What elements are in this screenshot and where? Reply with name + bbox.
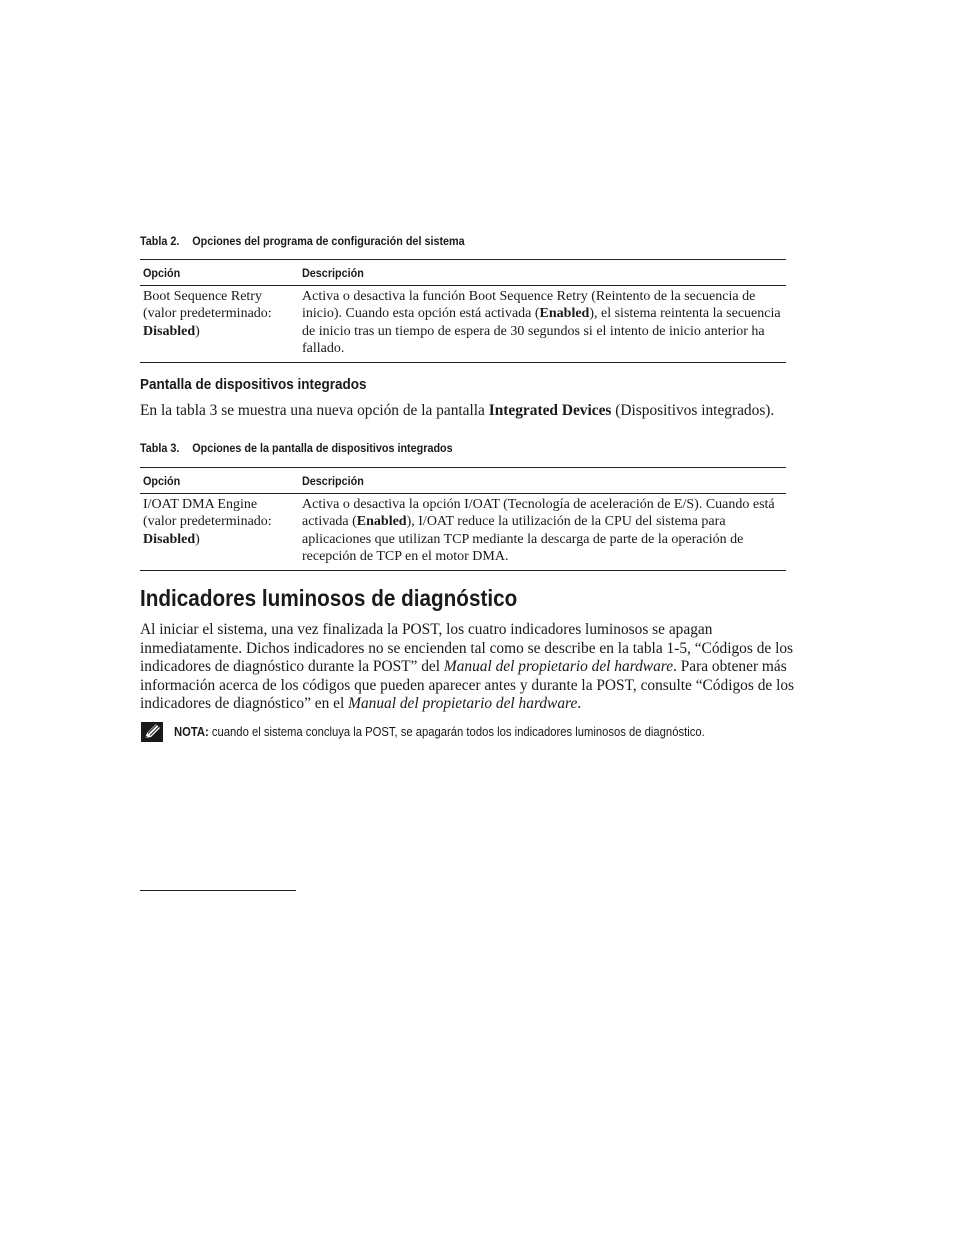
table2-col-description: Descripción xyxy=(302,265,364,280)
note-box xyxy=(140,721,800,743)
paragraph-text: Al iniciar el sistema, una vez finalizada la POST, los cuatro indicadores luminosos se apagan inmediatamente. Dichos indicadores no se encienden tal como se describe en la tabla 1-5, “Códigos de los indicadores de diagnóstico durante la POST” del xyxy=(140,621,794,676)
description-text-end: ), I/OAT reduce la utilización de la CPU del sistema para aplicaciones que utilizan TCP mediante la descarga de parte de la operación de recepción de TCP en el motor DMA. xyxy=(302,514,744,564)
note-text: cuando el sistema concluya la POST, se apagarán todos los indicadores luminosos de diagnóstico. xyxy=(208,725,705,739)
option-default-value: Disabled xyxy=(143,531,196,547)
description-text: Activa o desactiva la función Boot Sequence Retry (Reintento de la secuencia de inicio). Cuando esta opción está activada ( xyxy=(302,289,756,322)
option-default-prefix: (valor predeterminado: xyxy=(143,514,272,530)
paragraph-text: . Para obtener más información acerca de los códigos que pueden aparecer antes y durante la POST, consulte “Códigos de los indicadores de diagnóstico” en el xyxy=(140,658,795,713)
footnote-divider xyxy=(140,890,296,891)
table2-caption-number: Tabla 2. xyxy=(140,234,180,248)
paragraph-text-end: (Dispositivos integrados). xyxy=(611,402,775,419)
table3-caption-title: Opciones de la pantalla de dispositivos integrados xyxy=(192,441,453,455)
table2-col-option: Opción xyxy=(143,265,181,280)
table3-caption xyxy=(140,441,453,455)
table3-col-description: Descripción xyxy=(302,473,364,488)
option-default-suffix: ) xyxy=(195,323,200,339)
description-cell xyxy=(299,288,786,357)
paragraph-text-end: . xyxy=(577,695,582,713)
diagnostics-paragraph xyxy=(140,621,812,714)
note-label: NOTA: xyxy=(174,725,209,739)
option-default-value: Disabled xyxy=(143,323,196,339)
option-name: I/OAT DMA Engine xyxy=(143,497,258,512)
paragraph-bold: Integrated Devices xyxy=(488,402,612,419)
table2-caption-title: Opciones del programa de configuración del sistema xyxy=(192,234,465,248)
description-bold: Enabled xyxy=(539,306,590,322)
description-text-end: ), el sistema reintenta la secuencia de inicio tras un tiempo de espera de 30 segundos si el intento de inicio anterior ha fallado. xyxy=(302,306,781,356)
option-name: Boot Sequence Retry xyxy=(143,289,262,304)
note-text-container xyxy=(174,725,705,739)
manual-reference: Manual del propietario del hardware xyxy=(443,658,674,676)
table-row xyxy=(140,494,786,570)
option-cell xyxy=(140,288,299,357)
option-default-suffix: ) xyxy=(195,531,200,547)
option-cell xyxy=(140,496,299,565)
table3 xyxy=(140,467,786,571)
paragraph-text: En la tabla 3 se muestra una nueva opción de la pantalla xyxy=(140,402,489,419)
table3-col-option: Opción xyxy=(143,473,181,488)
table2-header-row xyxy=(140,260,786,286)
diagnostics-heading: Indicadores luminosos de diagnóstico xyxy=(140,585,518,611)
table2 xyxy=(140,259,786,363)
table-row xyxy=(140,286,786,362)
table3-header-row xyxy=(140,468,786,494)
table3-caption-number: Tabla 3. xyxy=(140,441,180,455)
description-bold: Enabled xyxy=(356,514,407,530)
description-text: Activa o desactiva la opción I/OAT (Tecnología de aceleración de E/S). Cuando está activada ( xyxy=(302,497,775,530)
integrated-devices-paragraph xyxy=(140,402,820,421)
description-cell xyxy=(299,496,786,565)
integrated-devices-heading: Pantalla de dispositivos integrados xyxy=(140,376,367,393)
table2-caption xyxy=(140,234,465,248)
manual-reference: Manual del propietario del hardware xyxy=(348,695,578,713)
option-default-prefix: (valor predeterminado: xyxy=(143,306,272,322)
pencil-note-icon xyxy=(140,721,164,743)
